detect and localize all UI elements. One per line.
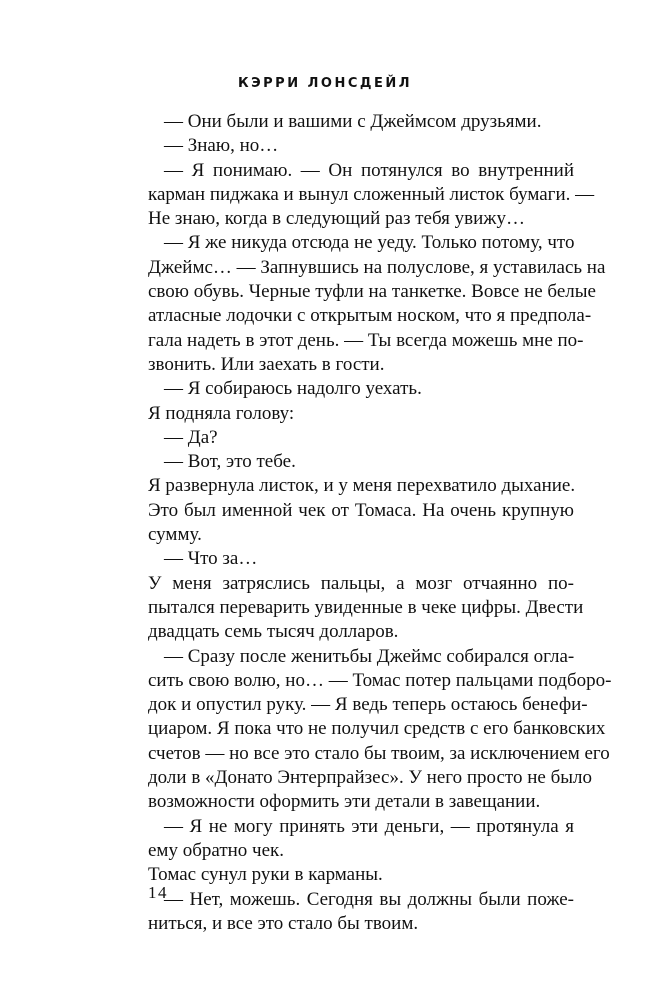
text-line: свою обувь. Черные туфли на танкетке. Вовсе не белые — [148, 281, 596, 303]
text-line: циаром. Я пока что не получил средств с его банковских — [148, 718, 606, 740]
body-text — [148, 110, 612, 936]
text-line: сумму. — [148, 524, 202, 546]
text-line: Это был именной чек от Томаса. На очень крупную — [148, 499, 574, 521]
text-line: — Они были и вашими с Джеймсом друзьями. — [164, 111, 542, 132]
text-line: Томас сунул руки в карманы. — [148, 864, 383, 886]
text-line: счетов — но все это стало бы твоим, за исключением его — [148, 742, 610, 764]
text-line: Джеймс… — Запнувшись на полуслове, я уставилась на — [148, 256, 606, 278]
text-line: — Я же никуда отсюда не уеду. Только потому, что — [164, 232, 575, 254]
text-line: — Что за… — [164, 548, 258, 570]
text-line: карман пиджака и вынул сложенный листок бумаги. — — [148, 183, 595, 205]
text-line: доли в «Донато Энтерпрайзес». У него просто не было — [148, 767, 592, 789]
text-line: ему обратно чек. — [148, 839, 285, 861]
text-line: — Я собираюсь надолго уехать. — [164, 378, 422, 400]
text-line: — Да? — [164, 426, 218, 448]
text-line: — Нет, можешь. Сегодня вы должны были поже- — [164, 888, 574, 910]
text-line: ниться, и все это стало бы твоим. — [148, 912, 419, 934]
text-line: — Я понимаю. — Он потянулся во внутренний — [164, 159, 574, 181]
text-line: гала надеть в этот день. — Ты всегда можешь мне по- — [148, 329, 584, 351]
text-line: атласные лодочки с открытым носком, что я предпола- — [148, 305, 592, 327]
text-line: сить свою волю, но… — Томас потер пальцами подборо- — [148, 669, 612, 691]
text-line: — Я не могу принять эти деньги, — протянула я — [164, 815, 574, 837]
text-line: Я подняла голову: — [148, 402, 295, 424]
text-line: У меня затряслись пальцы, а мозг отчаянно по- — [148, 572, 574, 594]
text-line: звонить. Или заехать в гости. — [148, 353, 385, 375]
text-line: Не знаю, когда в следующий раз тебя увижу… — [148, 208, 525, 230]
text-line: — Сразу после женитьбы Джеймс собирался огла- — [164, 645, 575, 667]
page-number: 14 — [148, 883, 168, 902]
running-head: КЭРРИ ЛОНСДЕЙЛ — [237, 76, 413, 91]
text-line: Я развернула листок, и у меня перехватило дыхание. — [148, 475, 576, 497]
text-line: пытался переварить увиденные в чеке цифры. Двести — [148, 596, 584, 618]
text-line: — Знаю, но… — [164, 135, 279, 157]
text-line: двадцать семь тысяч долларов. — [148, 621, 399, 643]
text-line: возможности оформить эти детали в завещании. — [148, 791, 541, 813]
text-line: док и опустил руку. — Я ведь теперь остаюсь бенефи- — [148, 694, 588, 716]
text-line: — Вот, это тебе. — [164, 451, 296, 473]
